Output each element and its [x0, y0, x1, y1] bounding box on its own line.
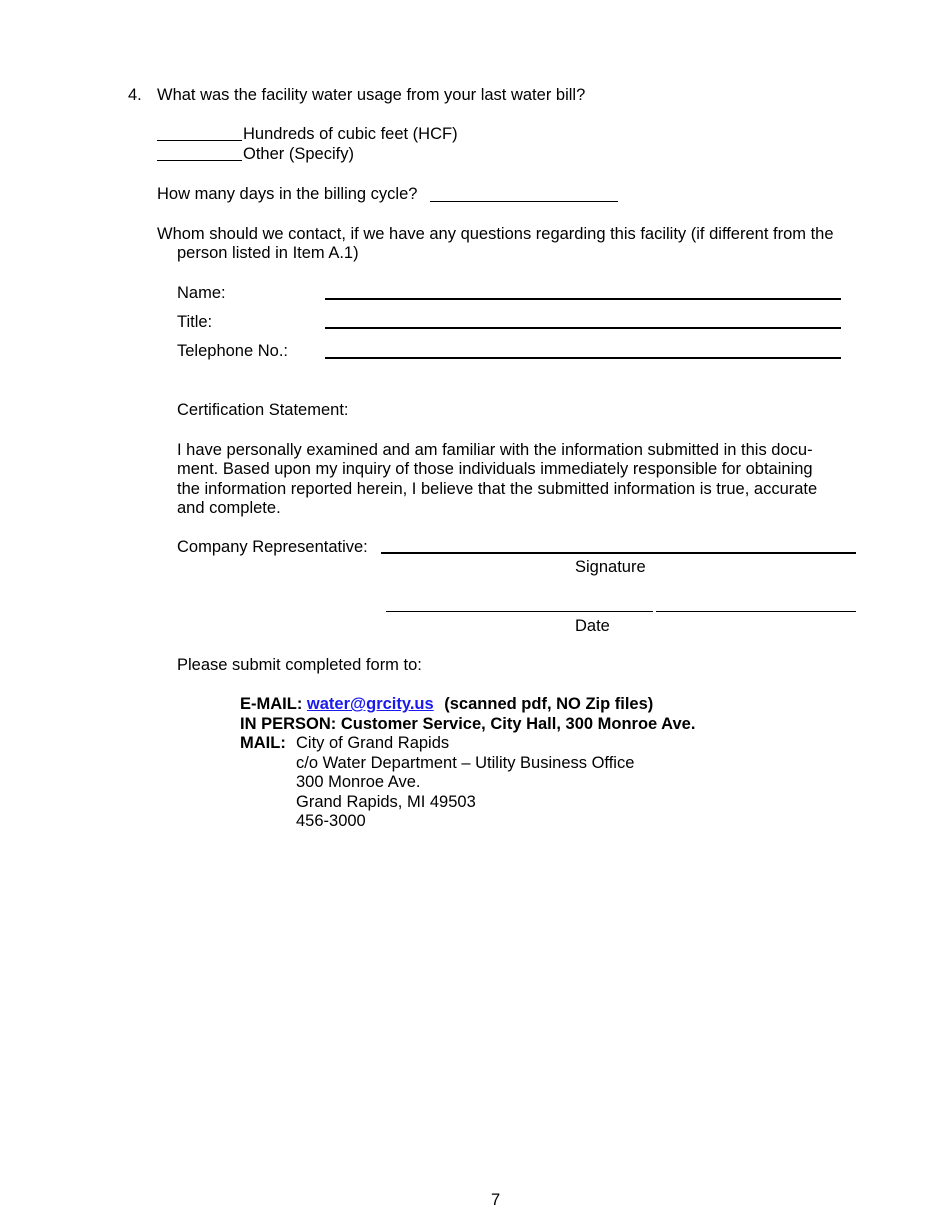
certification-line-3: the information reported herein, I believe that the submitted information is true, accurate: [177, 480, 818, 498]
billing-cycle-label: How many days in the billing cycle?: [157, 185, 418, 203]
certification-heading: Certification Statement:: [177, 401, 349, 419]
contact-prompt-line1: Whom should we contact, if we have any questions regarding this facility (if different from the: [157, 225, 834, 243]
mail-line-1: City of Grand Rapids: [296, 734, 450, 752]
name-label: Name:: [177, 284, 226, 302]
certification-line-4: and complete.: [177, 499, 281, 517]
signature-caption: Signature: [575, 558, 646, 576]
page-number: 7: [491, 1191, 501, 1209]
submit-intro: Please submit completed form to:: [177, 656, 422, 674]
company-rep-label: Company Representative:: [177, 538, 368, 556]
email-row: [240, 694, 653, 714]
date-field-left[interactable]: [386, 611, 653, 612]
billing-cycle-blank[interactable]: [430, 201, 618, 202]
date-caption: Date: [575, 617, 610, 635]
telephone-label: Telephone No.:: [177, 342, 288, 360]
mail-label: MAIL:: [240, 734, 286, 752]
mail-line-2: c/o Water Department – Utility Business Office: [296, 754, 635, 772]
telephone-field[interactable]: [325, 357, 841, 359]
hcf-blank[interactable]: [157, 140, 242, 141]
signature-field[interactable]: [381, 552, 856, 554]
question-text: What was the facility water usage from your last water bill?: [157, 86, 586, 104]
in-person-info: IN PERSON: Customer Service, City Hall, 300 Monroe Ave.: [240, 715, 696, 733]
option-other: Other (Specify): [243, 145, 354, 163]
email-note: (scanned pdf, NO Zip files): [444, 695, 654, 713]
contact-prompt-line2: person listed in Item A.1): [177, 244, 359, 262]
email-link[interactable]: water@grcity.us: [306, 695, 434, 713]
option-hcf: Hundreds of cubic feet (HCF): [243, 125, 458, 143]
name-field[interactable]: [325, 298, 841, 300]
mail-line-4: Grand Rapids, MI 49503: [296, 793, 476, 811]
email-label: E-MAIL:: [240, 695, 303, 713]
title-label: Title:: [177, 313, 213, 331]
certification-line-2: ment. Based upon my inquiry of those individuals immediately responsible for obtaining: [177, 460, 813, 478]
mail-line-5: 456-3000: [296, 812, 366, 830]
mail-line-3: 300 Monroe Ave.: [296, 773, 421, 791]
title-field[interactable]: [325, 327, 841, 329]
other-blank[interactable]: [157, 160, 242, 161]
certification-line-1: I have personally examined and am familiar with the information submitted in this docu-: [177, 441, 813, 459]
date-field-right[interactable]: [656, 611, 856, 612]
question-number: 4.: [128, 86, 142, 104]
